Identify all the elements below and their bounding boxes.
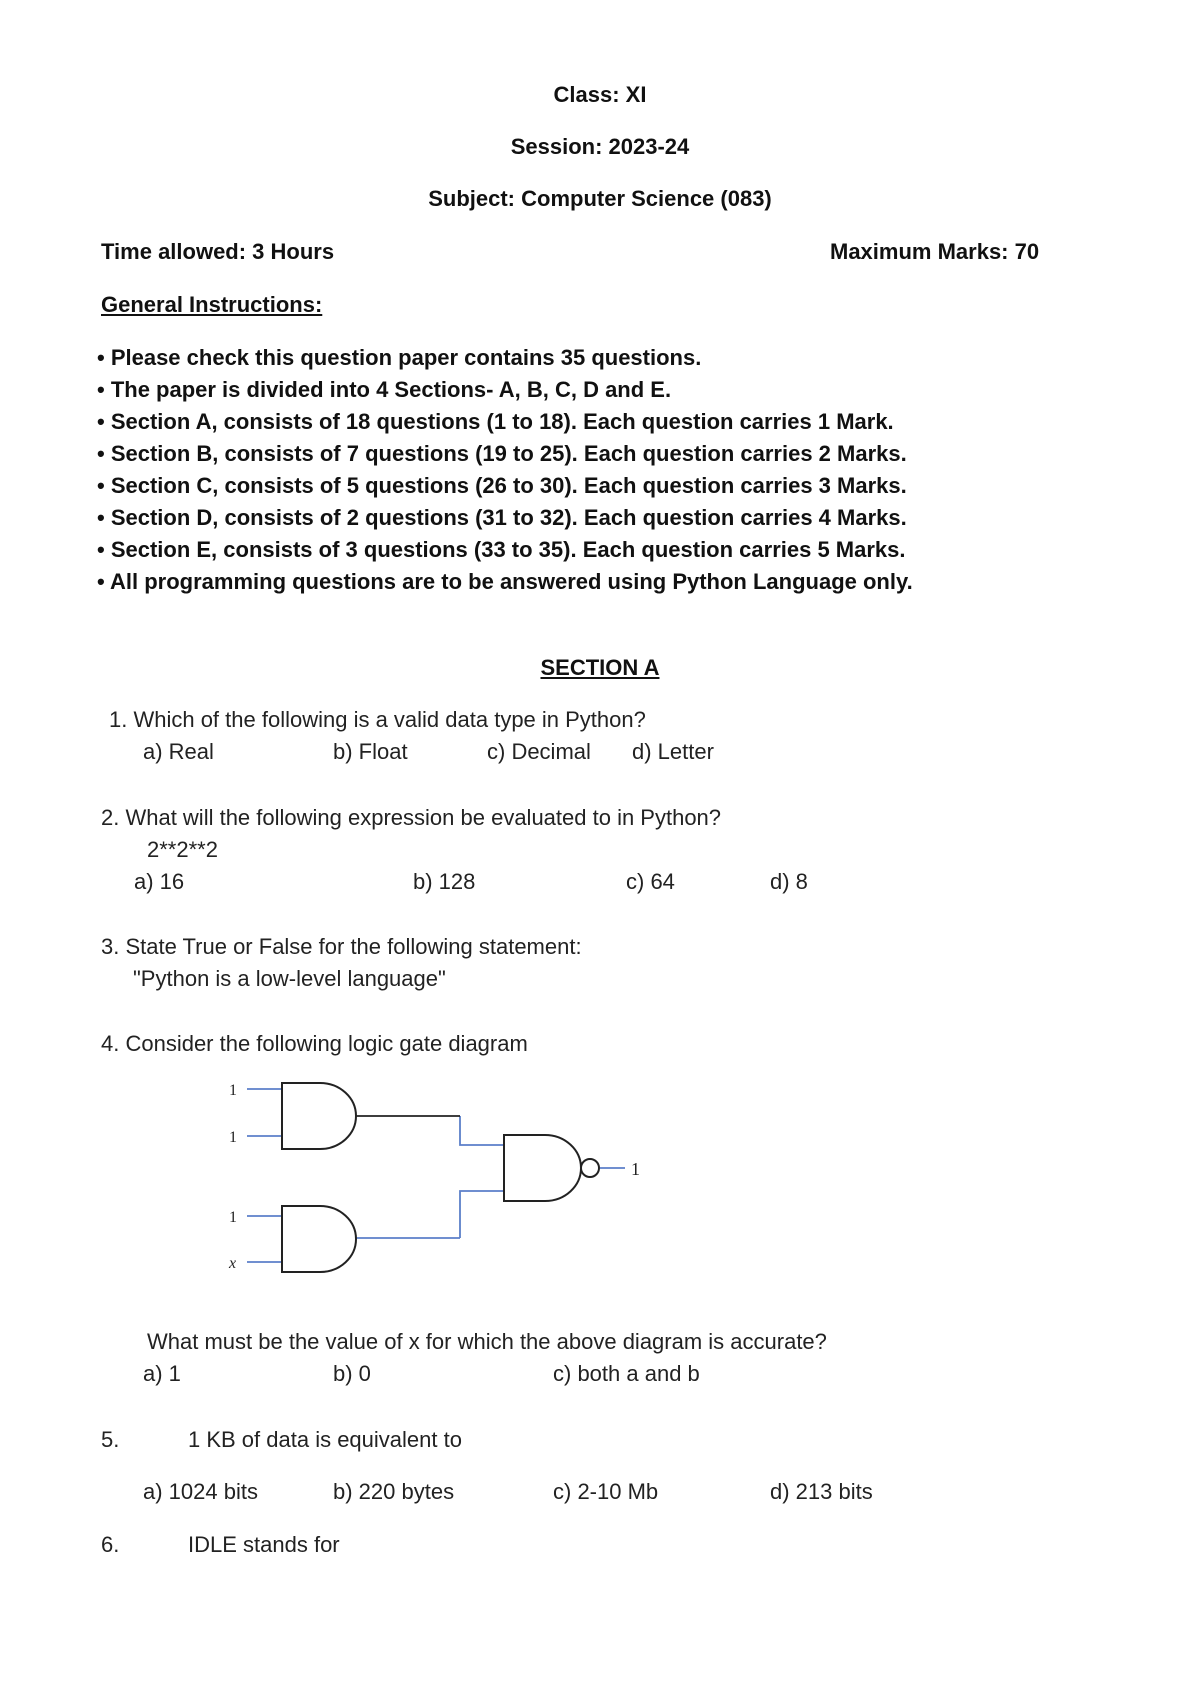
nand-bubble [581,1159,599,1177]
q5-number: 5. [101,1427,120,1452]
q3-statement: "Python is a low-level language" [133,966,446,991]
q2-option-a: a) 16 [134,869,185,894]
and-gate-2 [282,1206,356,1272]
maximum-marks: Maximum Marks: 70 [830,239,1040,264]
q4-question: What must be the value of x for which the above diagram is accurate? [147,1329,827,1354]
instruction-item: • Section B, consists of 7 questions (19 to 25). Each question carries 2 Marks. [97,441,907,466]
input-label-1: 1 [229,1082,237,1099]
class-line: Class: XI [553,82,647,107]
subject-line: Subject: Computer Science (083) [428,186,772,211]
question-6: IDLE stands for [188,1532,340,1557]
q1-option-c: c) Decimal [487,739,591,764]
session-line: Session: 2023-24 [510,134,690,159]
q5-option-b: b) 220 bytes [333,1479,455,1504]
instructions-title: General Instructions: [101,292,323,317]
and-gate-1 [282,1083,356,1149]
question-1: 1. Which of the following is a valid data type in Python? [109,707,646,732]
q5-option-d: d) 213 bits [770,1479,873,1504]
q1-option-a: a) Real [143,739,214,764]
question-5: 1 KB of data is equivalent to [188,1427,462,1452]
q2-option-b: b) 128 [413,869,476,894]
q4-option-a: a) 1 [143,1361,181,1386]
nand-gate [504,1135,581,1201]
q2-option-c: c) 64 [626,869,675,894]
instruction-item: • Section C, consists of 5 questions (26 to 30). Each question carries 3 Marks. [97,473,907,498]
input-label-4: x [229,1255,237,1272]
output-label: 1 [631,1159,640,1179]
section-title: SECTION A [540,655,660,680]
question-2: 2. What will the following expression be evaluated to in Python? [101,805,722,830]
q5-option-c: c) 2-10 Mb [553,1479,659,1504]
question-4: 4. Consider the following logic gate diagram [101,1031,528,1056]
instruction-item: • Please check this question paper contains 35 questions. [97,345,702,370]
q6-number: 6. [101,1532,120,1557]
input-label-2: 1 [229,1129,237,1146]
q5-option-a: a) 1024 bits [143,1479,258,1504]
q4-option-b: b) 0 [333,1361,371,1386]
instruction-item: • Section E, consists of 3 questions (33 to 35). Each question carries 5 Marks. [97,537,906,562]
time-allowed: Time allowed: 3 Hours [101,239,335,264]
input-label-3: 1 [229,1209,237,1226]
q1-option-d: d) Letter [632,739,714,764]
instruction-item: • All programming questions are to be answered using Python Language only. [97,569,913,594]
input-wires [247,1089,625,1262]
instruction-item: • Section D, consists of 2 questions (31 to 32). Each question carries 4 Marks. [97,505,907,530]
q4-option-c: c) both a and b [553,1361,700,1386]
q2-option-d: d) 8 [770,869,808,894]
q1-option-b: b) Float [333,739,408,764]
instruction-item: • The paper is divided into 4 Sections- A, B, C, D and E. [97,377,672,402]
question-3: 3. State True or False for the following statement: [101,934,582,959]
q2-expression: 2**2**2 [147,837,218,862]
instruction-item: • Section A, consists of 18 questions (1 to 18). Each question carries 1 Mark. [97,409,894,434]
